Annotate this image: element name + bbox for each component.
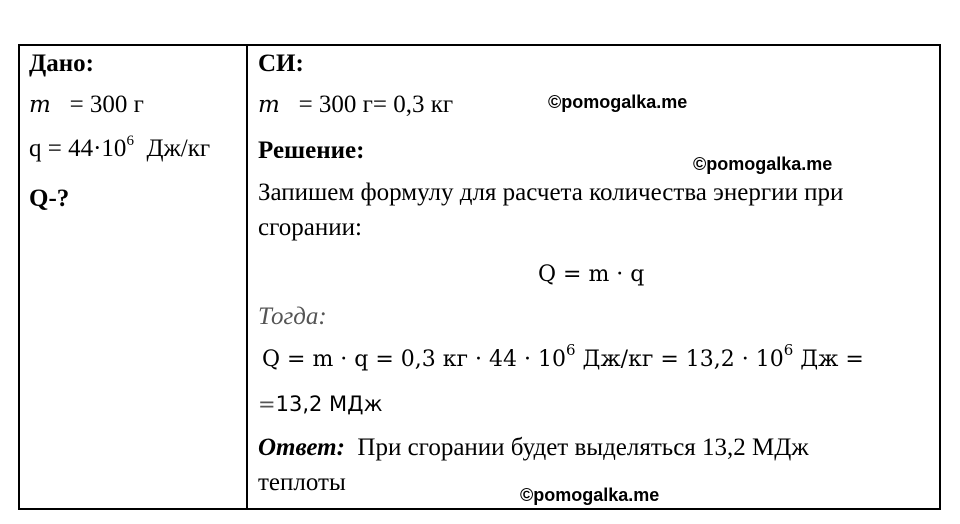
mass-symbol: m	[29, 92, 51, 118]
calc-line2-equals: =	[258, 392, 276, 416]
calculation-line1	[262, 341, 864, 376]
calc-main: Q = m · q = 0,3 кг · 44 · 10	[262, 347, 567, 372]
formula: Q = m · q	[538, 262, 645, 287]
heat-unit: Дж/кг	[146, 135, 211, 162]
answer-line1	[258, 433, 809, 463]
heat-value: q = 44·10	[29, 135, 127, 162]
mass-value: = 300 г	[69, 91, 144, 118]
si-title: СИ:	[258, 50, 304, 77]
watermark: ©pomogalka.me	[693, 154, 833, 174]
solution-text-line2: сгорании:	[258, 214, 362, 241]
column-divider	[246, 44, 248, 510]
si-mass-value: = 300 г= 0,3 кг	[298, 91, 454, 118]
calc-mid: Дж/кг = 13,2 · 10	[575, 347, 784, 372]
then-label: Тогда:	[258, 303, 327, 330]
solution-title: Решение:	[258, 137, 365, 164]
calculation-line2	[258, 389, 383, 419]
calc-end: Дж =	[793, 347, 864, 372]
si-mass-symbol: m	[258, 92, 280, 118]
answer-line2: теплоты	[258, 469, 346, 496]
unknown-quantity: Q-?	[29, 185, 70, 212]
heat-exponent: 6	[126, 133, 134, 149]
given-mass	[29, 90, 144, 120]
calc-exponent-1: 6	[566, 341, 576, 359]
watermark: ©pomogalka.me	[520, 485, 660, 505]
answer-text: При сгорании будет выделяться 13,2 МДж	[357, 434, 809, 461]
answer-label: Ответ:	[258, 434, 345, 461]
solution-text-line1: Запишем формулу для расчета количества энергии при	[258, 179, 844, 206]
calc-line2-value: 13,2 МДж	[275, 392, 383, 416]
watermark: ©pomogalka.me	[548, 92, 688, 112]
si-mass	[258, 90, 453, 120]
given-heat	[29, 134, 210, 167]
calc-exponent-2: 6	[783, 341, 794, 359]
given-title: Дано:	[29, 50, 94, 77]
